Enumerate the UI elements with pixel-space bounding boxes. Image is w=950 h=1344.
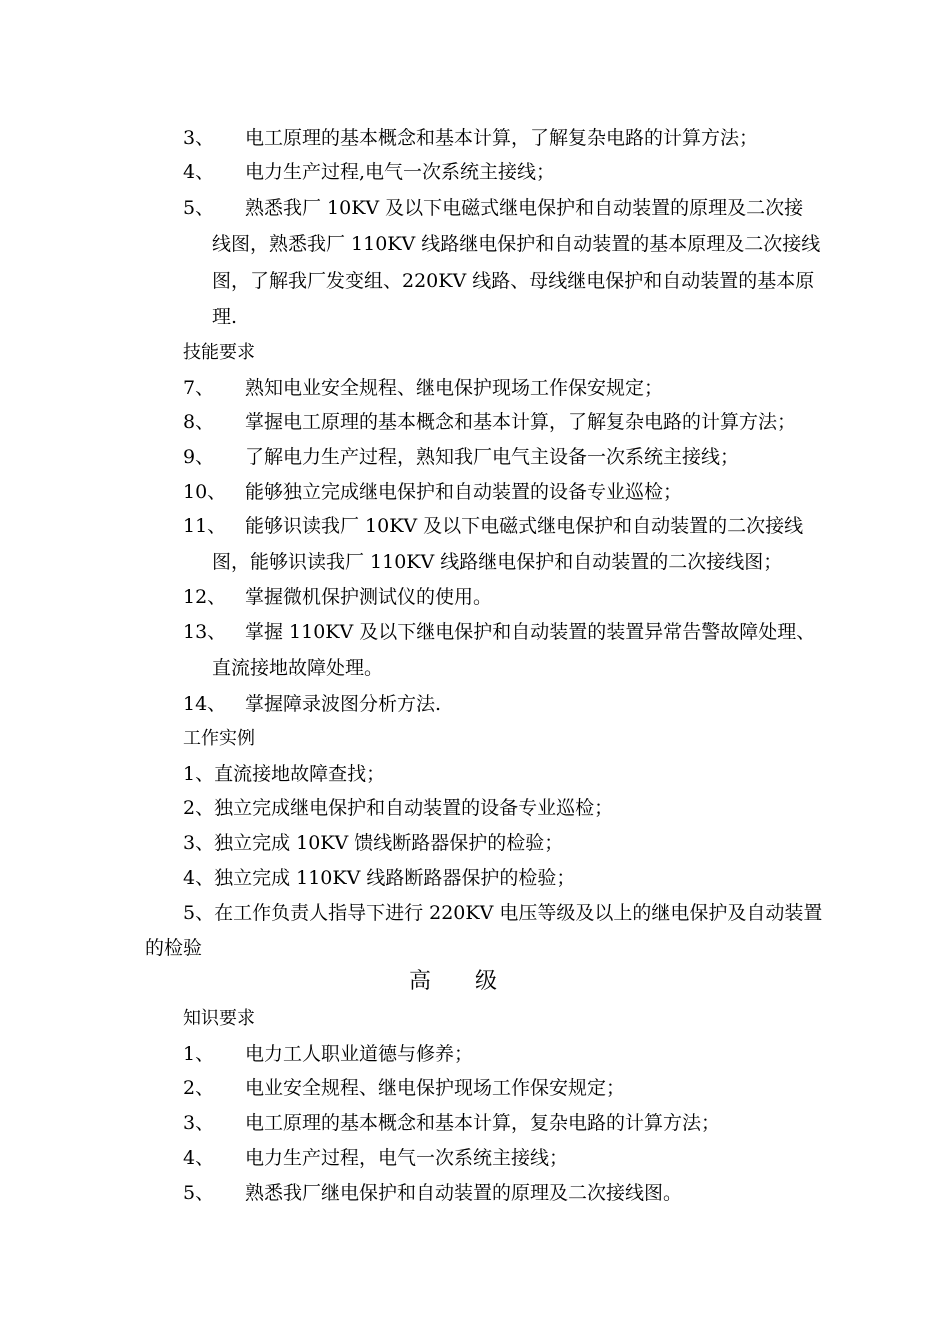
list-item-number: 4、	[183, 161, 215, 183]
list-item-text: 掌握障录波图分析方法.	[245, 693, 442, 715]
list-item-text: 图，能够识读我厂 110KV 线路继电保护和自动装置的二次接线图；	[212, 551, 783, 573]
list-item-number: 7、	[183, 377, 215, 399]
list-item: 5、在工作负责人指导下进行 220KV 电压等级及以上的继电保护及自动装置	[183, 902, 823, 924]
list-item: 的检验	[145, 937, 203, 959]
list-item-text: 电工原理的基本概念和基本计算，复杂电路的计算方法；	[245, 1112, 721, 1134]
list-item-text: 直流接地故障处理。	[212, 657, 384, 679]
list-item-number: 3、	[183, 1112, 215, 1134]
list-item: 2、独立完成继电保护和自动装置的设备专业巡检；	[183, 797, 614, 819]
list-item-text: 掌握微机保护测试仪的使用。	[245, 586, 493, 608]
list-item-number: 4、	[183, 1147, 215, 1169]
list-item-text: 线图，熟悉我厂 110KV 线路继电保护和自动装置的基本原理及二次接线	[212, 233, 821, 255]
list-item-number: 3、	[183, 127, 215, 149]
list-item-number: 9、	[183, 446, 215, 468]
list-item-text: 电力生产过程，电气一次系统主接线；	[245, 1147, 569, 1169]
list-item-number: 11、	[183, 515, 227, 537]
list-item-number: 12、	[183, 586, 227, 608]
list-item-number: 14、	[183, 693, 227, 715]
list-item-text: 熟悉我厂继电保护和自动装置的原理及二次接线图。	[245, 1182, 683, 1204]
list-item-number: 5、	[183, 197, 215, 219]
list-item-text: 能够识读我厂 10KV 及以下电磁式继电保护和自动装置的二次接线	[245, 515, 804, 537]
list-item: 1、直流接地故障查找；	[183, 763, 386, 785]
list-item-text: 电业安全规程、继电保护现场工作保安规定；	[245, 1077, 626, 1099]
list-item-text: 电力生产过程,电气一次系统主接线；	[245, 161, 556, 183]
list-item-number: 8、	[183, 411, 215, 433]
list-item-number: 10、	[183, 481, 227, 503]
section-heading-examples: 工作实例	[183, 728, 255, 749]
list-item-text: 熟知电业安全规程、继电保护现场工作保安规定；	[245, 377, 664, 399]
list-item-text: 图，了解我厂发变组、220KV 线路、母线继电保护和自动装置的基本原	[212, 270, 815, 292]
list-item-number: 1、	[183, 1043, 215, 1065]
list-item: 3、独立完成 10KV 馈线断路器保护的检验；	[183, 832, 564, 854]
list-item-text: 理.	[212, 306, 238, 328]
section-heading-knowledge: 知识要求	[183, 1008, 255, 1029]
list-item-number: 2、	[183, 1077, 215, 1099]
list-item-text: 电工原理的基本概念和基本计算，了解复杂电路的计算方法；	[245, 127, 759, 149]
list-item-number: 5、	[183, 1182, 215, 1204]
section-title-senior: 高级	[408, 969, 541, 994]
list-item-text: 电力工人职业道德与修养；	[245, 1043, 474, 1065]
list-item-text: 熟悉我厂 10KV 及以下电磁式继电保护和自动装置的原理及二次接	[245, 197, 804, 219]
list-item-text: 掌握 110KV 及以下继电保护和自动装置的装置异常告警故障处理、	[245, 621, 816, 643]
list-item-number: 13、	[183, 621, 227, 643]
list-item-text: 掌握电工原理的基本概念和基本计算，了解复杂电路的计算方法；	[245, 411, 797, 433]
list-item: 4、独立完成 110KV 线路断路器保护的检验；	[183, 867, 576, 889]
section-heading-skills: 技能要求	[183, 342, 255, 363]
list-item-text: 了解电力生产过程，熟知我厂电气主设备一次系统主接线；	[245, 446, 740, 468]
list-item-text: 能够独立完成继电保护和自动装置的设备专业巡检；	[245, 481, 683, 503]
